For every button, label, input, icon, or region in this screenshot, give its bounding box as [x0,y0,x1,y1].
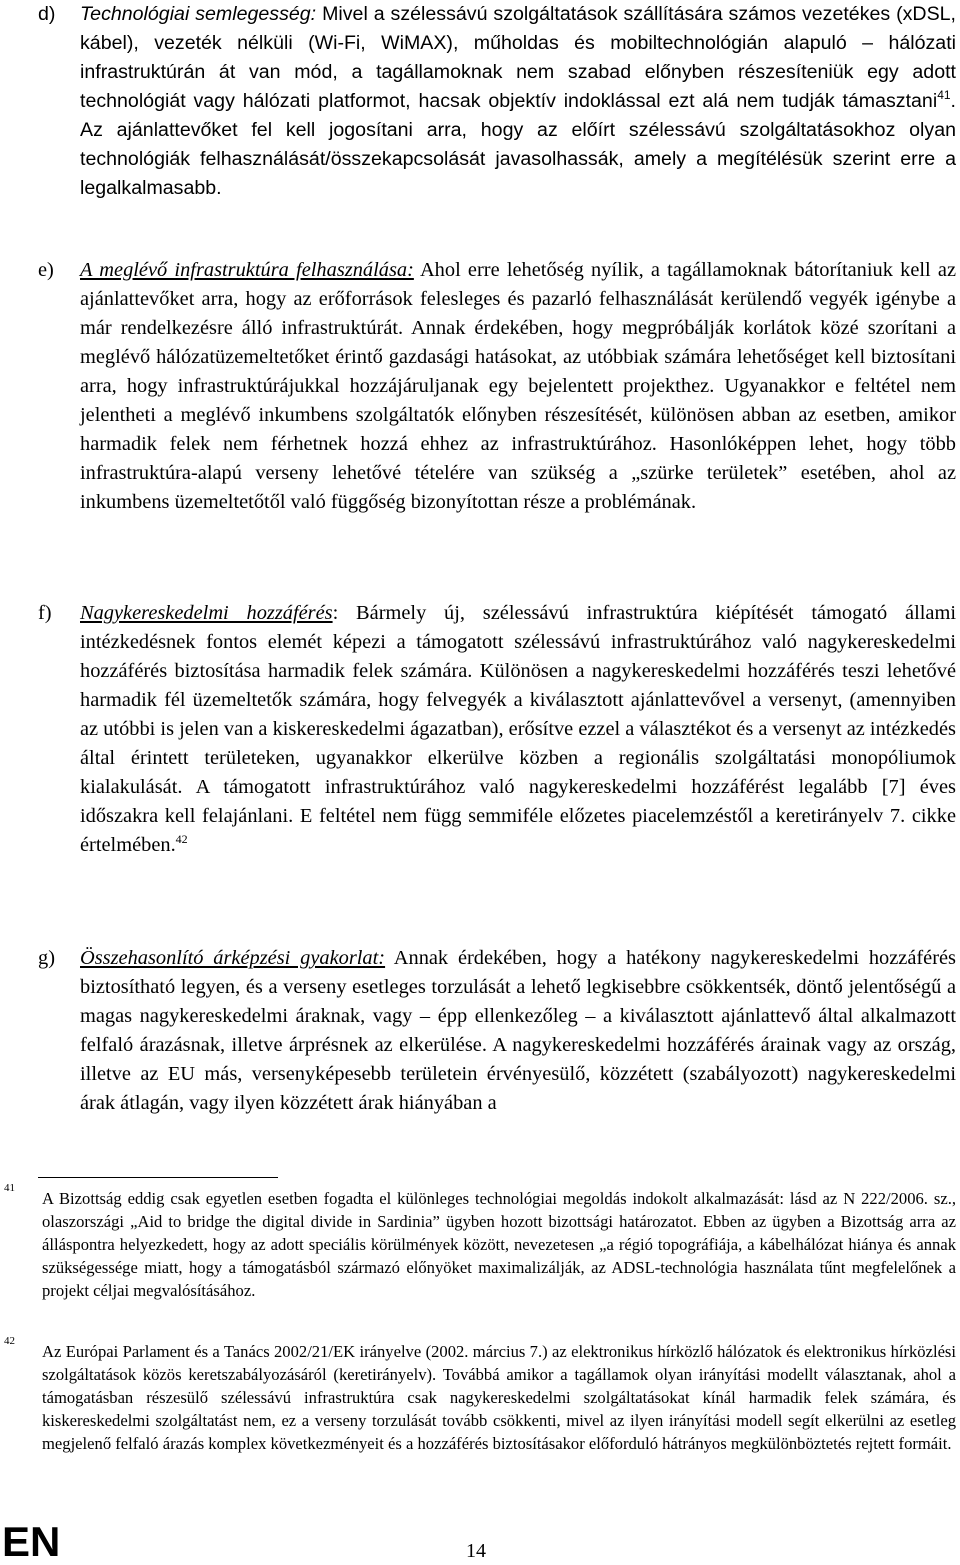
paragraph-letter: d) [38,3,56,25]
paragraph-text: Mivel a szélessávú szolgáltatások szállítására számos vezetékes (xDSL, kábel), vezeték nélküli (Wi-Fi, WiMAX), műholdas és mobiltechnológián alapuló – hálózati infrastruktúrán át van mód, a tagállamoknak nem szabad előnyben részesíteniük egy adott technológiát vagy hálózati platformot, hacsak objektív indoklással ezt alá nem tudják támasztani [80,3,956,112]
footnote-text: A Bizottság eddig csak egyetlen esetben fogadta el különleges technológiai megoldás indokolt alkalmazását: lásd az N 222/2006. sz., olaszországi „Aid to bridge the digital divide in Sardinia” ügyben hozott bizottsági határozatot. Ebben az ügyben a Bizottság arra az álláspontra helyezkedett, hogy az adott speciális körülmények között, nevezetesen „a régió topográfiája, a kábelhálózat hiánya és annak szükségessége miatt, hogy a támogatásból származó előnyöket maximalizálják, az ADSL-technológia használata tűnt megfelelőnek a projekt céljai megvalósításához. [42,1189,956,1300]
paragraph-body [80,0,956,203]
paragraph-g [38,944,956,1118]
paragraph-title: Nagykereskedelmi hozzáférés [80,602,333,624]
footnote-number: 41 [4,1182,15,1194]
footnote [0,1182,956,1302]
footnote-ref[interactable]: 42 [175,832,188,846]
paragraph-letter: f) [38,602,52,624]
paragraph-title: Összehasonlító árképzési gyakorlat: [80,947,386,969]
paragraph-text-cont: . Az ajánlattevőket fel kell jogosítani arra, hogy az előírt szélessávú szolgáltatásokhoz olyan technológiák felhasználását/összekapcsolását javasolhassák, amely a megítélésük szerint erre a legalkalmasabb. [80,90,956,199]
paragraph-text: : Bármely új, szélessávú infrastruktúra kiépítését támogató állami intézkedésnek fontos elemét képezi a támogatott szélessávú infrastruktúrához való nagykereskedelmi hozzáférés biztosítása harmadik felek számára. Különösen a nagykereskedelmi hozzáférés teszi lehetővé harmadik fél üzemeltetők számára, hogy felvegyék a kiválasztott ajánlattevővel a versenyt, (amennyiben az utóbbi is jelen van a kiskereskedelmi ágazatban), erősítve ezzel a választékot és a versenyt az intézkedés által érintett területeken, ugyanakkor elkerülve közben a regionális szolgáltatási monopóliumok kialakulását. A támogatott infrastruktúrához való nagykereskedelmi hozzáférést legalább [7] éves időszakra kell felajánlani. E feltétel nem függ semmiféle előzetes piacelemzéstől a keretirányelv 7. cikke értelmében. [80,602,956,856]
paragraph-text: Annak érdekében, hogy a hatékony nagykereskedelmi hozzáférés biztosítható legyen, és a verseny esetleges torzulását a lehető legkisebbre csökkentsék, döntő jelentőségű a magas nagykereskedelmi áraknak, vagy – épp ellenkezőleg – a kiválasztott ajánlattevő által alkalmazott felfaló árazásnak, illetve árprésnek az elkerülése. A nagykereskedelmi hozzáférés árainak vagy az ország, illetve az EU más, versenyképesebb területein érvényesülő, közzétett (szabályozott) nagykereskedelmi árak átlagán, vagy ilyen közzétett árak hiányában a [80,947,956,1114]
footnote-number: 42 [4,1335,15,1347]
language-code: EN [2,1518,61,1565]
paragraph-title: A meglévő infrastruktúra felhasználása: [80,259,414,281]
footnote-ref[interactable]: 41 [937,88,951,102]
footnote-text: Az Európai Parlament és a Tanács 2002/21/EK irányelve (2002. március 7.) az elektronikus hírközlő hálózatok és elektronikus hírközlési szolgáltatások közös keretszabályozásáról (keretirányelv). Továbbá amikor a tagállamok olyan irányítási modellt választanak, ahol a támogatásban részesülő szélessávú infrastruktúra csak nagykereskedelmi szolgáltatásokat kínál harmadik felek számára, és kiskereskedelmi szolgáltatást nem, ez a verseny torzulását tovább csökkenti, mivel az ilyen irányítási modell segít elkerülni az esetleg megjelenő felfaló árazás komplex következményeit és a hozzáférés biztosításakor előforduló hátrányos megkülönböztetés rejtett formáit. [42,1342,956,1453]
paragraph-letter: e) [38,259,54,281]
paragraph-letter: g) [38,947,55,969]
paragraph-e [38,256,956,517]
paragraph-body [80,944,956,1118]
paragraph-f [38,599,956,860]
footnote [0,1335,956,1455]
paragraph-title: Technológiai semlegesség: [80,3,317,25]
paragraph-d [38,0,956,203]
page-number: 14 [466,1540,486,1562]
paragraph-text: Ahol erre lehetőség nyílik, a tagállamoknak bátorítaniuk kell az ajánlattevőket arra, hogy az erőforrások felesleges és pazarló felhasználását kerülendő vegyék igénybe a már rendelkezésre álló infrastruktúrát. Annak érdekében, hogy megpróbálják korlátok közé szorítani a meglévő hálózatüzemeltetőket érintő gazdasági hatásokat, az utóbbiak számára lehetőséget kell biztosítani arra, hogy infrastruktúrájukkal hozzájáruljanak egy bejelentett projekthez. Ugyanakkor e feltétel nem jelentheti a meglévő inkumbens szolgáltatók előnyben részesítését, különösen abban az esetben, amikor harmadik felek nem férhetnek hozzá ehhez az infrastruktúrához. Hasonlóképpen lehet, hogy több infrastruktúra-alapú verseny lehetővé tételére van szükség a „szürke területek” esetében, ahol az inkumbens üzemeltetőtől való függőség bizonyítottan része a problémának. [80,259,956,513]
paragraph-body [80,256,956,517]
paragraph-body [80,599,956,860]
footnote-divider [38,1177,278,1178]
